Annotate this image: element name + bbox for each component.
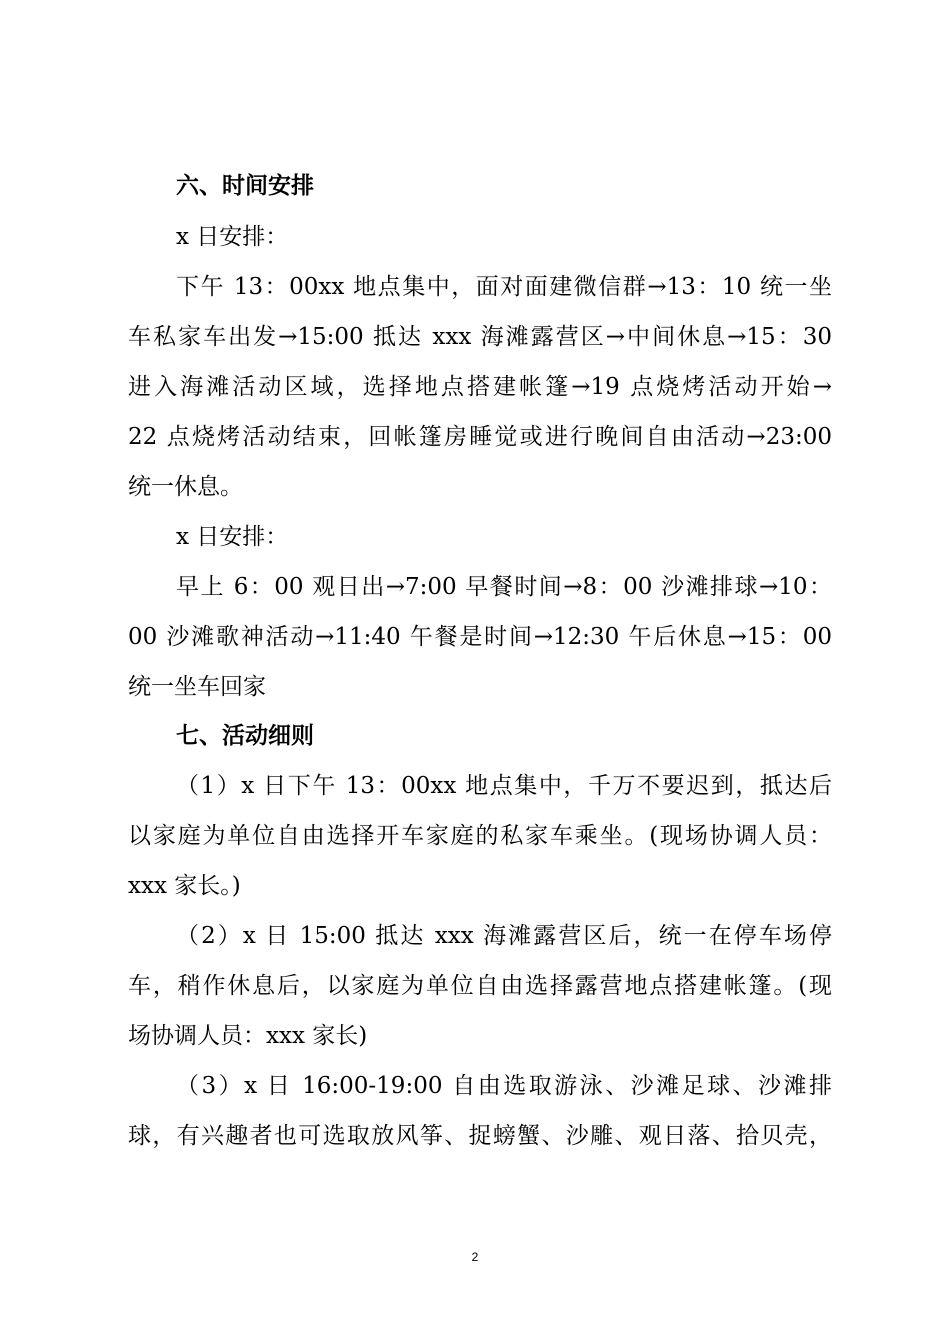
paragraph-line: 下午 13：00xx 地点集中，面对面建微信群→13：10 统一坐 [176, 274, 832, 300]
paragraph-line: xxx 家长。) [128, 873, 241, 899]
paragraph-line: 统一休息。 [128, 474, 243, 500]
day1-label: x 日安排： [176, 224, 289, 250]
paragraph-line: 早上 6：00 观日出→7:00 早餐时间→8：00 沙滩排球→10： [176, 574, 832, 600]
paragraph-line: 球，有兴趣者也可选取放风筝、捉螃蟹、沙雕、观日落、拾贝壳， [128, 1123, 832, 1149]
paragraph-line: （1）x 日下午 13：00xx 地点集中，千万不要迟到，抵达后 [176, 773, 832, 799]
paragraph-line: 22 点烧烤活动结束，回帐篷房睡觉或进行晚间自由活动→23:00 [128, 424, 832, 450]
section-heading-schedule: 六、时间安排 [176, 173, 314, 199]
paragraph-line: 统一坐车回家 [128, 674, 266, 700]
paragraph-line: 00 沙滩歌神活动→11:40 午餐是时间→12:30 午后休息→15：00 [128, 624, 832, 650]
paragraph-line: 车，稍作休息后，以家庭为单位自由选择露营地点搭建帐篷。(现 [128, 973, 832, 999]
paragraph-line: 进入海滩活动区域，选择地点搭建帐篷→19 点烧烤活动开始→ [128, 374, 832, 400]
section-heading-details: 七、活动细则 [176, 723, 314, 749]
paragraph-line: （3）x 日 16:00-19:00 自由选取游泳、沙滩足球、沙滩排 [176, 1073, 832, 1099]
paragraph-line: 以家庭为单位自由选择开车家庭的私家车乘坐。(现场协调人员： [128, 823, 832, 849]
paragraph-line: （2）x 日 15:00 抵达 xxx 海滩露营区后，统一在停车场停 [176, 923, 832, 949]
paragraph-line: 场协调人员：xxx 家长) [128, 1023, 368, 1049]
paragraph-line: 车私家车出发→15:00 抵达 xxx 海滩露营区→中间休息→15：30 [128, 324, 832, 350]
page-number: 2 [471, 1250, 479, 1264]
day2-label: x 日安排： [176, 524, 289, 550]
